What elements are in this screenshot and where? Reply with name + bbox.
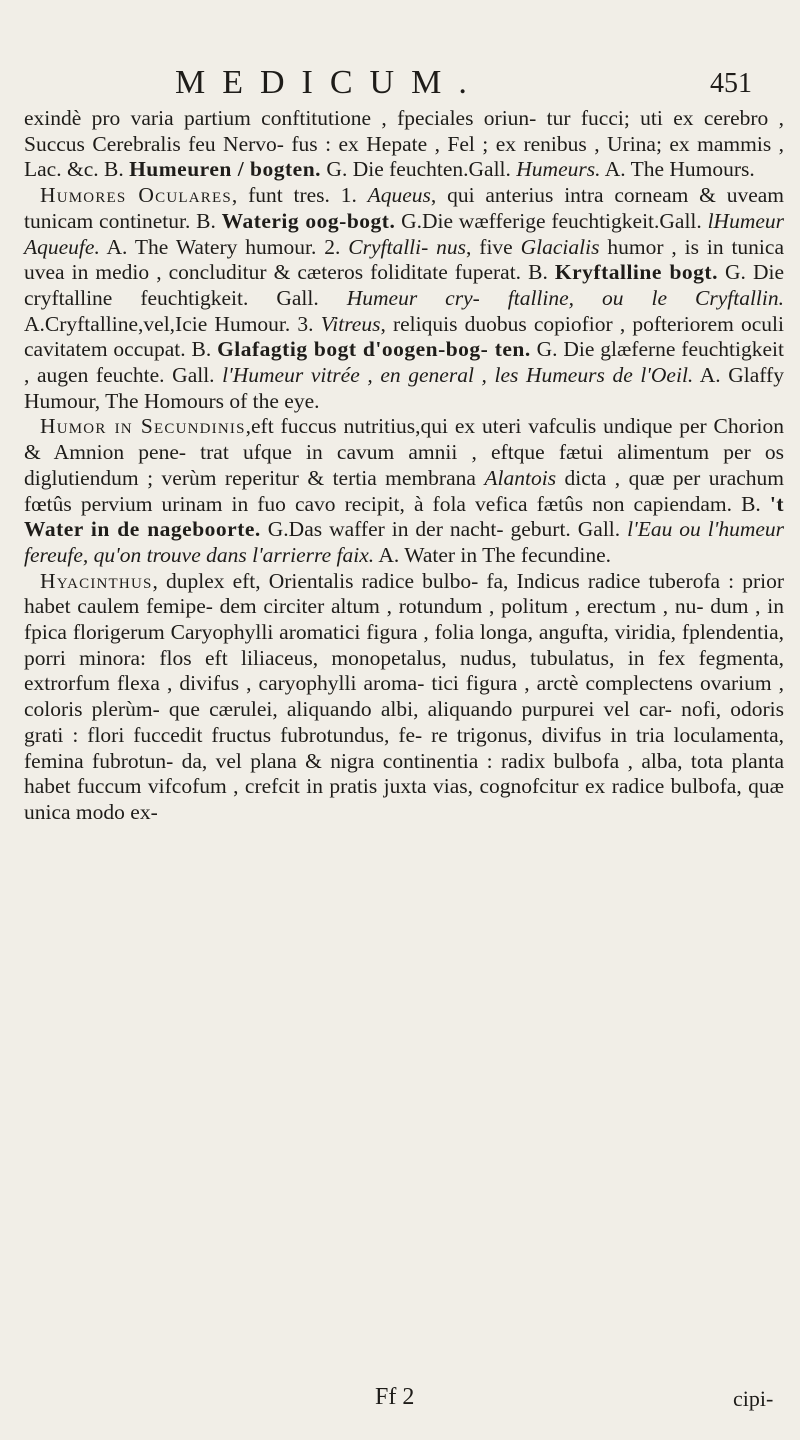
paragraph-hyacinthus: Hyacinthus, duplex eft, Orientalis radice bulbo- fa, Indicus radice tuberofa : prior habet caulem femipe- dem circiter altum , rotundum , politum , erectum , nu- dum , in fpica florigerum Caryophylli aromatici figura , folia longa, angufta, viridia, fplendentia, porri minora: flos eft liliaceus, monopetalus, nudus, tubulatus, in fex fegmenta, extrorfum flexa , divifus , caryophylli aroma- tici figura , arctè complectens ovarium , coloris plerùm- que cærulei, aliquando albi, aliquando purpurei vel car- nofi, odoris grati : flori fuccedit fructus fubrotundus, fe- re trigonus, divifus in tria loculamenta, femina fubrotun- da, vel plana & nigra continentia : radix bulbofa , alba, tota planta habet fuccum vifcofum , crefcit in pratis juxta vias, cognofcitur ex radice bulbofa, quæ unica modo ex- [24, 568, 784, 824]
paragraph-humours-intro: exindè pro varia partium conftitutione , fpeciales oriun- tur fucci; uti ex cerebro , Succus Cerebralis feu Nervo- fus : ex Hepate , Fel ; ex renibus , Urina; ex mammis , Lac. &c. B. Humeuren / bogten. G. Die feuchten.Gall. Humeurs. A. The Humours. [24, 106, 784, 182]
dutch-term: Glafagtig bogt d'oogen-bog- ten. [217, 337, 531, 362]
paragraph-humor-in-secundinis: Humor in Secundinis,eft fuccus nutritius,qui ex uteri vafculis undique per Chorion & Amnion pene- trat ufque in cavum amnii , eftque fætui alimentum per os diglutiendum ; verùm reperitur & tertia membrana Alantois dicta , quæ per urachum fœtûs pervium urinam in fuo cavo recipit, à fola vefica fætûs non capiendam. B. 't Water in de nageboorte. G.Das waffer in der nacht- geburt. Gall. l'Eau ou l'humeur fereufe, qu'on trouve dans l'arrierre faix. A. Water in The fecundine. [24, 414, 785, 567]
dutch-term: Kryftalline bogt. [554, 260, 718, 285]
signature-mark: Ff 2 [375, 1384, 415, 1410]
body-text [24, 106, 784, 826]
page-number: 451 [710, 68, 752, 99]
dutch-term: Humeuren / bogten. [129, 157, 322, 182]
french-term: l'Eau ou l'humeur fereufe, qu'on trouve dans l'arrierre faix. [24, 517, 785, 567]
paragraph-humores-oculares: Humores Oculares, funt tres. 1. Aqueus, qui anterius intra corneam & uveam tunicam continetur. B. Waterig oog-bogt. G.Die wæfferige feuchtigkeit.Gall. lHumeur Aqueufe. A. The Watery humour. 2. Cryftalli- nus, five Glacialis humor , is in tunica uvea in medio , concluditur & cæteros foliditate fuperat. B. Kryftalline bogt. G. Die cryftalline feuchtigkeit. Gall. Humeur cry- ftalline, ou le Cryftallin. A.Cryftalline,vel,Icie Humour. 3. Vitreus, reliquis duobus copiofior , pofteriorem oculi cavitatem occupat. B. Glafagtig bogt d'oogen-bog- ten. G. Die glæferne feuchtigkeit , augen feuchte. Gall. l'Humeur vitrée , en general , les Humeurs de l'Oeil. A. Glaffy Humour, The Homours of the eye. [24, 183, 785, 413]
dutch-term: 't Water in de nageboorte. [24, 491, 784, 542]
entry-heading: Hyacinthus [40, 568, 153, 593]
french-term: lHumeur Aqueufe. [24, 208, 784, 259]
page-header [0, 64, 800, 104]
entry-heading: Humores Oculares [40, 183, 232, 208]
running-title: MEDICUM. [175, 64, 484, 101]
catchword: cipi- [733, 1386, 774, 1411]
dutch-term: Waterig oog-bogt. [221, 208, 396, 233]
french-term: l'Humeur vitrée , en general , les Humeurs de l'Oeil. [222, 363, 694, 388]
page-footer [0, 1384, 800, 1414]
entry-heading: Humor in Secundinis [40, 414, 246, 439]
french-term: Humeurs. [516, 157, 601, 182]
french-term: Humeur cry- ftalline, ou le Cryftallin. [346, 285, 784, 310]
